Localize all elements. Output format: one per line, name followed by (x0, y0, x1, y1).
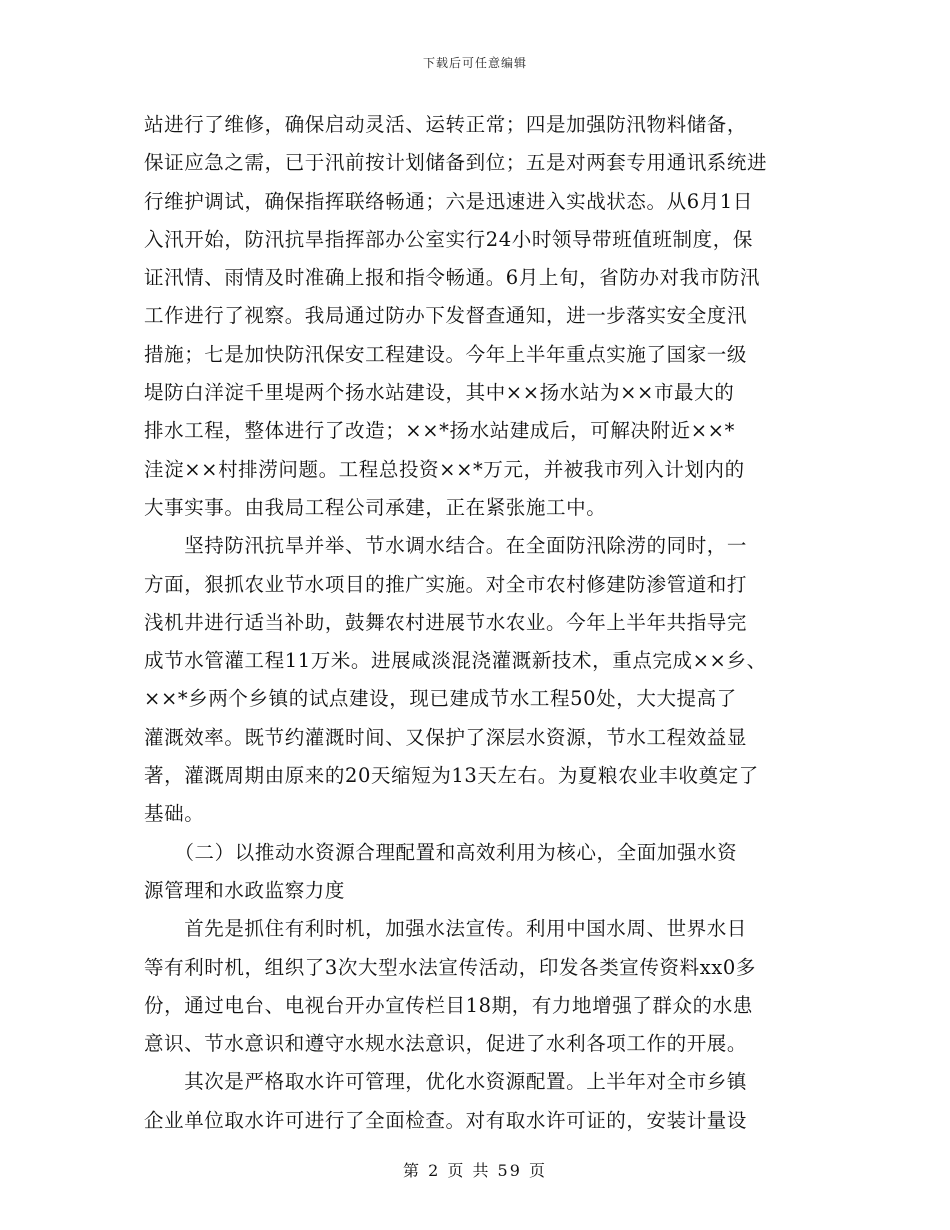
text-line: 大事实事。由我局工程公司承建，正在紧张施工中。 (144, 495, 607, 519)
text-line: 保证应急之需，已于汛前按计划储备到位；五是对两套专用通讯系统进 (144, 151, 768, 175)
text-line: 灌溉效率。既节约灌溉时间、又保护了深层水资源，节水工程效益显 (144, 725, 748, 749)
text-line: 行维护调试，确保指挥联络畅通；六是迅速进入实战状态。从6月1日 (144, 189, 753, 213)
text-line: 企业单位取水许可进行了全面检查。对有取水许可证的，安装计量设 (144, 1108, 748, 1132)
document-body (144, 106, 824, 1140)
text-line: 方面，狠抓农业节水项目的推广实施。对全市农村修建防渗管道和打 (144, 572, 748, 596)
text-line: ××*乡两个乡镇的试点建设，现已建成节水工程50处，大大提高了 (144, 687, 737, 711)
text-line: 成节水管灌工程11万米。进展咸淡混浇灌溉新技术，重点完成××乡、 (144, 649, 767, 673)
section-heading-line: 源管理和水政监察力度 (144, 878, 346, 902)
text-line: 等有利时机，组织了3次大型水法宣传活动，印发各类宣传资料xx0多 (144, 955, 757, 979)
text-line: 首先是抓住有利时机，加强水法宣传。利用中国水周、世界水日 (144, 917, 748, 941)
text-line: 工作进行了视察。我局通过防办下发督查通知，进一步落实安全度汛 (144, 304, 748, 328)
text-line: 站进行了维修，确保启动灵活、运转正常；四是加强防汛物料储备， (144, 113, 748, 136)
text-line: 其次是严格取水许可管理，优化水资源配置。上半年对全市乡镇 (144, 1070, 748, 1094)
text-line: 意识、节水意识和遵守水规水法意识，促进了水利各项工作的开展。 (144, 1032, 748, 1056)
text-line: 入汛开始，防汛抗旱指挥部办公室实行24小时领导带班值班制度，保 (144, 227, 753, 251)
page-header: 下载后可任意编辑 (422, 56, 527, 70)
text-line: 证汛情、雨情及时准确上报和指令畅通。6月上旬，省防办对我市防汛 (144, 266, 761, 290)
text-line: 基础。 (144, 802, 205, 826)
text-line: 措施；七是加快防汛保安工程建设。今年上半年重点实施了国家一级 (144, 342, 748, 366)
text-line: 堤防白洋淀千里堤两个扬水站建设，其中××扬水站为××市最大的 (144, 381, 735, 405)
text-line: 浅机井进行适当补助，鼓舞农村进展节水农业。今年上半年共指导完 (144, 610, 748, 634)
text-line: 份，通过电台、电视台开办宣传栏目18期，有力地增强了群众的水患 (144, 993, 753, 1017)
section-heading-line: （二）以推动水资源合理配置和高效利用为核心，全面加强水资 (144, 840, 738, 864)
page-number-footer: 第 2 页 共 59 页 (403, 1161, 547, 1180)
text-line: 坚持防汛抗旱并举、节水调水结合。在全面防汛除涝的同时，一 (144, 534, 748, 558)
text-line: 洼淀××村排涝问题。工程总投资××*万元，并被我市列入计划内的 (144, 457, 745, 481)
text-line: 著，灌溉周期由原来的20天缩短为13天左右。为夏粮农业丰收奠定了 (144, 764, 759, 788)
text-line: 排水工程，整体进行了改造；××*扬水站建成后，可解决附近××* (144, 419, 735, 443)
